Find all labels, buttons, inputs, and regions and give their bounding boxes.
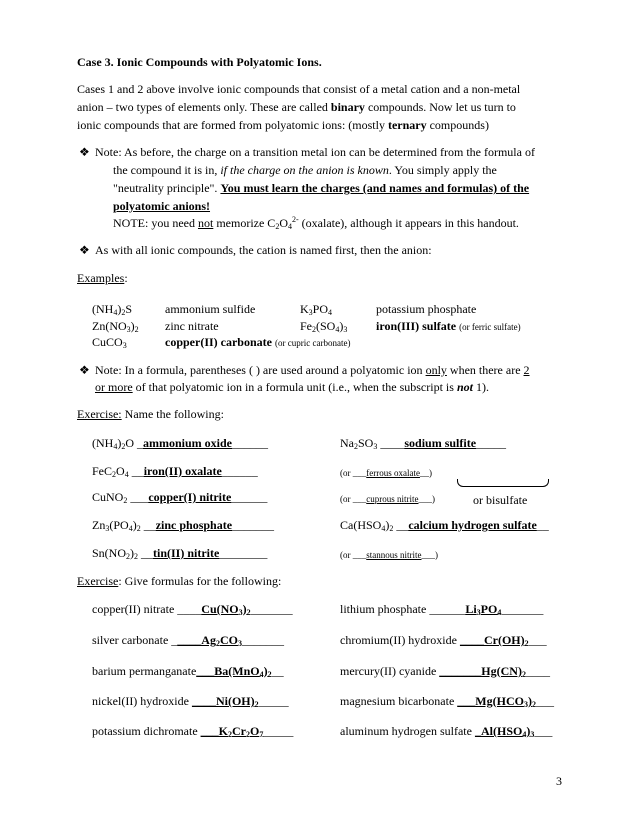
note1-line-1: Note: As before, the charge on a transition metal ion can be determined from the formula of: [95, 145, 535, 159]
example-name: zinc nitrate: [165, 319, 219, 333]
exercise-item: potassium dichromate $\_\_\_K_2Cr_2O_7\_\_\_\_\_$: [92, 724, 294, 739]
exercise2-heading: Exercise: Give formulas for the following:: [77, 574, 282, 588]
exercise-item: $FeC_2O_4$ __iron(II) oxalate______: [92, 464, 258, 479]
note1-line-2: the compound it is in, if the charge on the anion is known. You simply apply the: [113, 163, 497, 177]
intro-line-1: Cases 1 and 2 above involve ionic compounds that consist of a metal cation and a non-metal: [77, 82, 521, 96]
bullet-diamond-icon: ❖: [79, 145, 90, 159]
alt-name: (or ___cuprous nitrite___): [340, 494, 435, 504]
exercise-item: nickel(II) hydroxide $\_\_\_\_Ni(OH)_2\_\_\_\_\_$: [92, 694, 289, 709]
exercise-item: mercury(II) cyanide $\_\_\_\_\_\_\_Hg(CN)_2\_\_\_\_$: [340, 664, 550, 679]
note1-line-3: "neutrality principle". You must learn the charges (and names and formulas) of the: [113, 181, 530, 195]
alt-name: (or ___stannous nitrite___): [340, 550, 438, 560]
intro-line-2: anion – two types of elements only. These are called binary compounds. Now let us turn to: [77, 100, 516, 114]
page-number: 3: [556, 774, 562, 788]
note1-line-4: polyatomic anions!: [113, 199, 211, 213]
exercise-item: copper(II) nitrate $\_\_\_\_Cu(NO_3)_2\_\_\_\_\_\_\_$: [92, 602, 293, 617]
exercise-item: $(NH_4)_2O$ _ammonium oxide______: [92, 436, 269, 451]
oxalate-note: NOTE: you need not memorize $C_2O_4^{2-}$ (oxalate), although it appears in this handout.: [113, 215, 519, 231]
bullet-diamond-icon: ❖: [79, 363, 90, 377]
exercise-item: $Sn(NO_2)_2$ __tin(II) nitrite________: [92, 546, 268, 561]
example-formula: $Zn(NO_3)_2$: [92, 319, 139, 334]
example-formula: CuCO$_3$: [92, 335, 127, 350]
exercise-item: $Na_2SO_3$ ____sodium sulfite_____: [340, 436, 507, 451]
intro-line-3: ionic compounds that are formed from polyatomic ions: (mostly ternary compounds): [77, 118, 489, 132]
exercise-item: barium $permanganate\_\_\_Ba(MnO_4)_2\_\_$: [92, 664, 284, 679]
exercise-item: $Zn_3(PO_4)_2$ __zinc phosphate_______: [92, 518, 275, 533]
exercise-item: chromium(II) hydroxide $\_\_\_\_Cr(OH)_2\_\_\_$: [340, 633, 547, 648]
note2-text: As with all ionic compounds, the cation is named first, then the anion:: [95, 243, 432, 257]
examples-heading: Examples:: [77, 271, 128, 285]
note3-line-2: or more of that polyatomic ion in a formula unit (i.e., when the subscript is not 1).: [95, 380, 489, 394]
exercise1-heading: Exercise: Name the following:: [77, 407, 224, 421]
exercise-item: aluminum hydrogen sulfate $\_Al(HSO_4)_3\_\_\_$: [340, 724, 553, 739]
example-name: copper(II) carbonate (or cupric carbonate): [165, 335, 351, 349]
example-formula: $(NH_4)_2S$: [92, 302, 133, 317]
example-formula: $Fe_2(SO_4)_3$: [300, 319, 348, 334]
exercise-item: CuNO$_2$ ___copper(I) nitrite______: [92, 490, 268, 505]
section-title: Case 3. Ionic Compounds with Polyatomic Ions.: [77, 55, 322, 69]
example-name: ammonium sulfide: [165, 302, 256, 316]
exercise-item: magnesium bicarbonate $\_\_\_Mg(HCO_3)_2\_\_\_$: [340, 694, 554, 709]
alt-name: (or ___ferrous oxalate__): [340, 468, 432, 478]
bullet-diamond-icon: ❖: [79, 243, 90, 257]
exercise-item: lithium phosphate $\_\_\_\_\_\_Li_3PO_4\_\_\_\_\_\_\_$: [340, 602, 544, 617]
brace-annotation: [457, 479, 549, 487]
note3-line-1: Note: In a formula, parentheses ( ) are used around a polyatomic ion only when there are 2: [95, 363, 530, 377]
bisulfate-annotation: or bisulfate: [473, 493, 528, 507]
exercise-item: silver carbonate $\_\_\_\_\_Ag_2CO_3\_\_\_\_\_\_\_$: [92, 633, 284, 648]
exercise-item: $Ca(HSO_4)_2$ __calcium hydrogen sulfate__: [340, 518, 549, 533]
example-name: potassium phosphate: [376, 302, 477, 316]
example-formula: $K_3PO_4$: [300, 302, 333, 317]
example-name: iron(III) sulfate (or ferric sulfate): [376, 319, 521, 333]
